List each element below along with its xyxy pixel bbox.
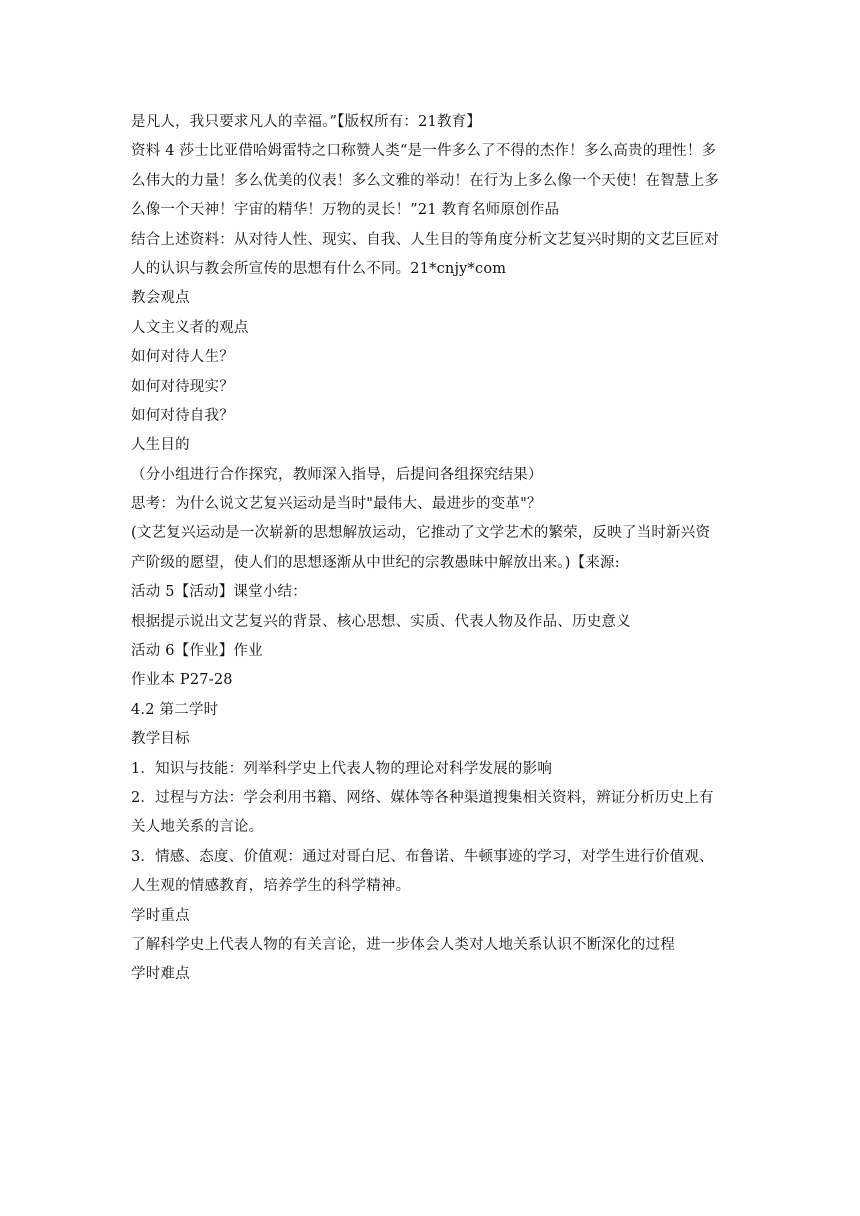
list-item: 人生观的情感教育，培养学生的科学精神。 [131, 878, 411, 895]
section-heading: 4.2 第二学时 [131, 701, 219, 718]
text-line: 人生目的 [131, 437, 190, 454]
section-heading: 学时难点 [131, 966, 190, 983]
question-line: 如何对待现实？ [131, 378, 234, 395]
text-line: （分小组进行合作探究，教师深入指导，后提问各组探究结果） [131, 466, 543, 483]
document-page [131, 108, 735, 990]
text-line: 结合上述资料：从对待人性、现实、自我、人生目的等角度分析文艺复兴时期的文艺巨匠对 [131, 231, 719, 248]
list-item: 1．知识与技能：列举科学史上代表人物的理论对科学发展的影响 [131, 760, 553, 777]
text-line: 作业本 P27-28 [131, 672, 233, 689]
text-line: 思考：为什么说文艺复兴运动是当时"最伟大、最进步的变革"？ [131, 496, 542, 513]
question-line: 如何对待人生？ [131, 349, 234, 366]
activity-heading: 活动 6【作业】作业 [131, 643, 263, 660]
question-line: 如何对待自我？ [131, 407, 234, 424]
activity-heading: 活动 5【活动】课堂小结： [131, 584, 307, 601]
text-line: 么伟大的力量！多么优美的仪表！多么文雅的举动！在行为上多么像一个天使！在智慧上多 [131, 172, 719, 189]
text-line: 资料 4 莎士比亚借哈姆雷特之口称赞人类“是一件多么了不得的杰作！多么高贵的理性！多 [131, 143, 717, 160]
text-line: (文艺复兴运动是一次崭新的思想解放运动，它推动了文学艺术的繁荣，反映了当时新兴资 [131, 525, 711, 542]
text-line: 了解科学史上代表人物的有关言论，进一步体会人类对人地关系认识不断深化的过程 [131, 936, 675, 953]
text-line: 是凡人，我只要求凡人的幸福。”【版权所有：21教育】 [131, 114, 482, 130]
section-heading: 教学目标 [131, 731, 190, 748]
section-heading: 人文主义者的观点 [131, 319, 249, 336]
section-heading: 学时重点 [131, 907, 190, 924]
section-heading: 教会观点 [131, 290, 190, 307]
text-line: 根据提示说出文艺复兴的背景、核心思想、实质、代表人物及作品、历史意义 [131, 613, 631, 630]
text-line: 人的认识与教会所宣传的思想有什么不同。21*cnjy*com [131, 260, 507, 277]
list-item: 关人地关系的言论。 [131, 819, 264, 836]
text-line: 么像一个天神！宇宙的精华！万物的灵长！”21 教育名师原创作品 [131, 202, 560, 219]
list-item: 3．情感、态度、价值观：通过对哥白尼、布鲁诺、牛顿事迹的学习，对学生进行价值观、 [131, 848, 714, 865]
text-line: 产阶级的愿望，使人们的思想逐渐从中世纪的宗教愚昧中解放出来。)【来源: [131, 554, 620, 571]
list-item: 2．过程与方法：学会利用书籍、网络、媒体等各种渠道搜集相关资料，辨证分析历史上有 [131, 789, 714, 806]
